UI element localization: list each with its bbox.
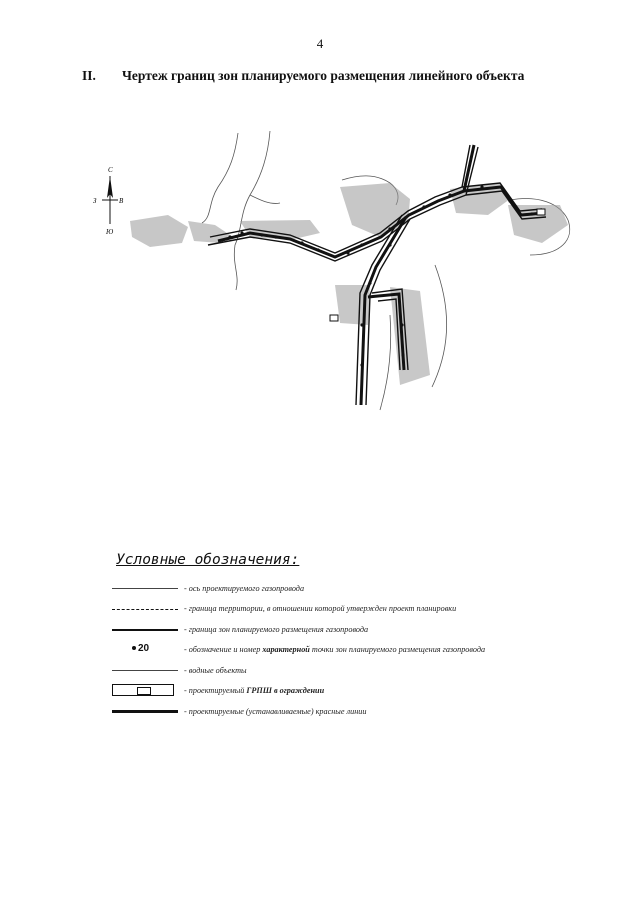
legend-symbol-point (112, 643, 178, 657)
section-number: II. (82, 68, 96, 83)
legend-text-zone: - граница зон планируемого размещения газопровода (184, 624, 369, 634)
legend (112, 552, 572, 722)
compass-east-label: В (119, 197, 124, 205)
shaded-areas (130, 183, 568, 385)
legend-text-grpsh: - проектируемый ГРПШ в ограждении (184, 686, 325, 696)
compass-north-label: С (108, 166, 113, 174)
legend-symbol-grpsh (112, 684, 178, 698)
zone-boundaries (208, 145, 546, 405)
legend-item-axis (112, 578, 572, 599)
legend-symbol-zone (112, 622, 178, 636)
legend-symbol-red-lines (112, 704, 178, 718)
section-title: Чертеж границ зон планируемого размещения линейного объекта (122, 68, 525, 83)
legend-symbol-territory (112, 602, 178, 616)
section-heading (82, 68, 602, 84)
legend-item-point (112, 640, 572, 661)
legend-text-point: - обозначение и номер характерной точки зон планируемого размещения газопровода (184, 645, 486, 655)
legend-point-number: 20 (138, 642, 150, 654)
legend-item-water (112, 660, 572, 681)
legend-item-territory (112, 599, 572, 620)
legend-text-territory: - граница территории, в отношении которой утвержден проект планировки (184, 604, 457, 614)
planning-map (90, 125, 580, 425)
terrain-contours (202, 131, 570, 410)
legend-item-grpsh (112, 681, 572, 702)
legend-text-axis: - ось проектируемого газопровода (184, 583, 305, 593)
legend-item-red-lines (112, 701, 572, 722)
legend-symbol-water (112, 663, 178, 677)
compass-south-label: Ю (106, 228, 114, 236)
compass-west-label: З (93, 197, 97, 205)
page-number: 4 (316, 36, 324, 51)
legend-item-zone (112, 619, 572, 640)
legend-text-red-lines: - проектируемые (устанавливаемые) красные линии (184, 706, 367, 716)
legend-text-water: - водные объекты (184, 665, 247, 675)
legend-title: Условные обозначения: (116, 552, 300, 568)
legend-symbol-axis (112, 581, 178, 595)
